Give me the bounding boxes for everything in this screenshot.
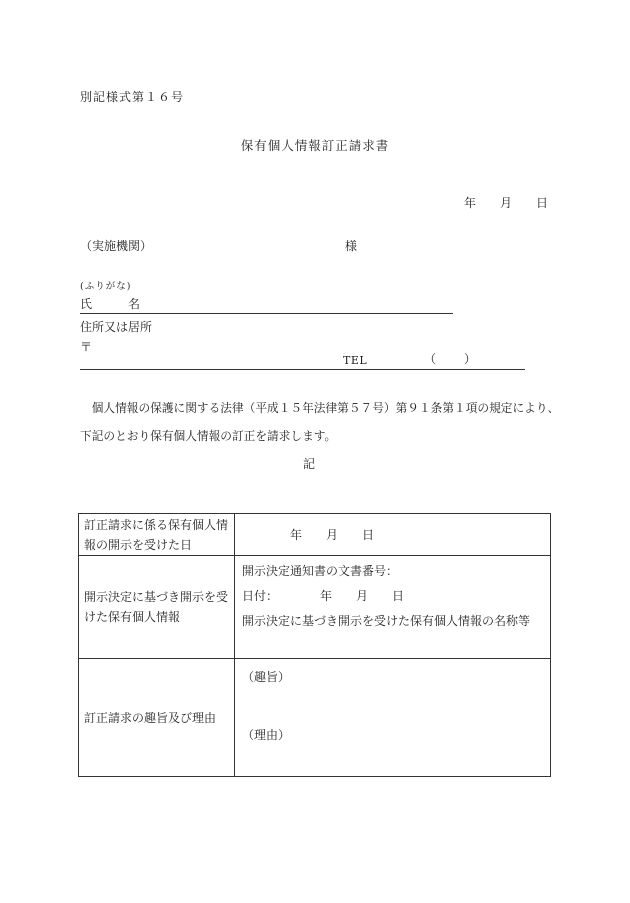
row3-label: 訂正請求の趣旨及び理由 [79,659,235,776]
tel-paren-open: （ [424,352,437,366]
row2-value-date: 日付： 年 月 日 [242,589,405,603]
addressee-honorific: 様 [345,239,358,253]
row2-label: 開示決定に基づき開示を受けた保有個人情報 [79,556,235,658]
document-title: 保有個人情報訂正請求書 [240,138,390,153]
table-row [79,658,550,776]
row2-value [235,556,550,658]
body-paragraph-line2: 下記のとおり保有個人情報の訂正を請求します。 [80,429,337,443]
row1-value: 年 月 日 [290,527,375,542]
row2-value-doc-number: 開示決定通知書の文書番号： [242,564,399,578]
addressee-row [80,237,550,255]
row2-value-name: 開示決定に基づき開示を受けた保有個人情報の名称等 [242,614,531,628]
form-table [78,513,551,777]
row3-value-reason: （理由） [242,728,291,742]
ki-heading: 記 [302,457,317,471]
tel-field-line [80,349,525,370]
row3-value [235,659,550,776]
tel-label: TEL [343,354,368,367]
name-label: 氏 名 [80,297,141,311]
postal-mark: 〒 [80,340,93,354]
form-number: 別記様式第１６号 [80,90,185,104]
furigana-label: (ふりがな) [80,281,132,292]
addressee-org-label: （実施機関） [80,239,153,253]
body-paragraph [80,394,566,450]
tel-paren-close: ） [464,352,477,366]
body-paragraph-line1: 個人情報の保護に関する法律（平成１５年法律第５７号）第９１条第１項の規定により、 [80,401,560,415]
table-row [79,555,550,658]
address-label: 住所又は居所 [80,320,153,334]
row3-value-purpose: （趣旨） [242,670,291,684]
table-row [79,514,550,555]
row1-label: 訂正請求に係る保有個人情報の開示を受けた日 [79,514,235,555]
date-line: 年 月 日 [463,196,548,210]
name-field-line [80,292,453,314]
